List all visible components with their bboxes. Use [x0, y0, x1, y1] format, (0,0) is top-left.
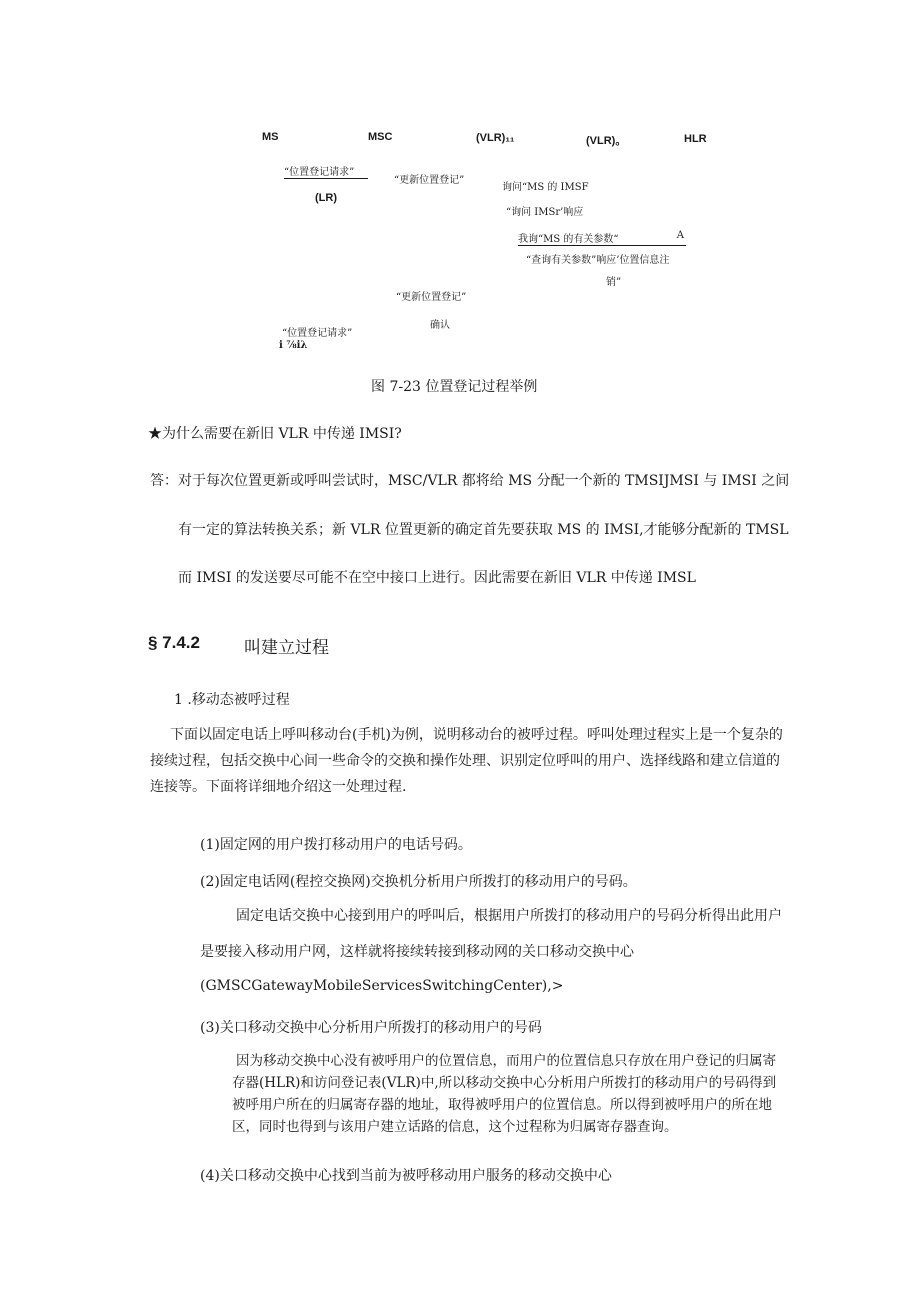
step-2-body: 固定电话交换中心接到用户的呼叫后，根据用户所拨打的移动用户的号码分析得出此用户是要接入移动用户网，这样就将接续转接到移动网的关口移动交换中心 — [200, 908, 782, 960]
question: ★为什么需要在新旧 VLR 中传递 IMSI? — [148, 426, 402, 442]
step-2: (2)固定电话网(程控交换网)交换机分析用户所拨打的移动用户的号码。 — [200, 874, 637, 890]
msg-query-imsi-response: “询问 IMSr’响应 — [506, 207, 584, 218]
intro-paragraph: 下面以固定电话上呼叫移动台(手机)为例，说明移动台的被呼过程。呼叫处理过程实上是一个复杂的接续过程，包括交换中心间一些命令的交换和操作处理、识别定位呼叫的用户、选择线路和建立信道的连接等。下面将详细地介绍这一处理过程. — [150, 727, 783, 795]
answer-line-3: 而 IMSI 的发送要尽可能不在空中接口上进行。因此需要在新旧 VLR 中传递 IMSL — [178, 570, 696, 586]
step-1: (1)固定网的用户拨打移动用户的电话号码。 — [200, 837, 472, 853]
step-3: (3)关口移动交换中心分析用户所拨打的移动用户的号码 — [200, 1020, 542, 1036]
msg-query-imsi: 询问“MS 的 IMSF — [502, 182, 589, 193]
answer-line-2: 有一定的算法转换关系；新 VLR 位置更新的确定首先要获取 MS 的 IMSI,才能够分配新的 TMSL — [178, 522, 789, 538]
figure-caption: 图 7-23 位置登记过程举例 — [371, 379, 538, 395]
step-3-body: 因为移动交换中心没有被呼用户的位置信息，而用户的位置信息只存放在用户登记的归属寄存器(HLR)和访问登记表(VLR)中,所以移动交换中心分析用户所拨打的移动用户的号码得到被呼用户所在的归属寄存器的地址，取得被呼用户的位置信息。所以得到被呼用户的所在地区，同时也得到与该用户建立话路的信息，这个过程称为归属寄存器查询。 — [232, 1053, 777, 1135]
msg-update-location-confirm: “更新位置登记” — [396, 292, 467, 303]
msg-query-params-text: 我询“MS 的有关参数“ — [518, 234, 619, 245]
entity-vlr-new: (VLR)₁₁ — [476, 132, 515, 144]
step-4: (4)关口移动交换中心找到当前为被呼移动用户服务的移动交换中心 — [200, 1168, 612, 1184]
msg-lr: (LR) — [315, 192, 337, 204]
msg-query-params — [518, 230, 686, 246]
section-title: 叫建立过程 — [244, 638, 329, 658]
entity-hlr: HLR — [684, 133, 707, 145]
entity-vlr-old: (VLR)。 — [586, 135, 627, 147]
step-2-body-end: (GMSCGatewayMobileServicesSwitchingCenter),> — [200, 978, 564, 994]
msg-params-response-cont: 销” — [606, 277, 622, 288]
msg-location-request: “位置登记请求” — [284, 163, 368, 179]
entity-msc: MSC — [368, 131, 393, 143]
msg-location-request-2: “位置登记请求” — [282, 328, 353, 339]
msg-confirm: 确认 — [430, 320, 450, 331]
answer-line-1: 答：对于每次位置更新或呼叫尝试时，MSC/VLR 都将给 MS 分配一个新的 TMSIJMSI 与 IMSI 之间 — [150, 473, 790, 489]
msg-params-response: “查询有关参数”响应’位置信息注 — [526, 255, 670, 266]
entity-ms: MS — [262, 131, 279, 143]
section-number: § 7.4.2 — [148, 633, 200, 652]
msg-location-request-2-sub: i ⅞iλ — [279, 340, 308, 351]
msg-update-location: “更新位置登记” — [394, 175, 465, 186]
subsection-title: 1 .移动态被呼过程 — [174, 692, 290, 708]
msg-query-params-tail: A — [676, 230, 684, 241]
